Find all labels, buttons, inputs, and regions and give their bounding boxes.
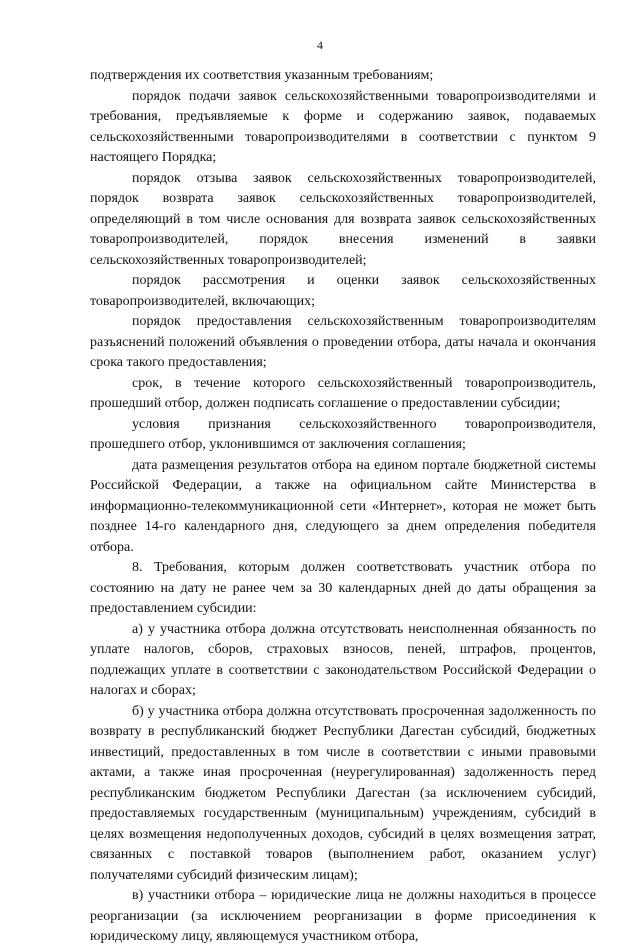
paragraph-clarifications: порядок предоставления сельскохозяйственным товаропроизводителям разъяснений положений объявления о проведении отбора, даты начала и окончания срока такого предоставления; — [90, 314, 596, 370]
paragraph-agreement-deadline: срок, в течение которого сельскохозяйственный товаропроизводитель, прошедший отбор, должен подписать соглашение о предоставлении субсидии; — [90, 375, 596, 411]
paragraph-results-publication: дата размещения результатов отбора на едином портале бюджетной системы Российской Федерации, а также на официальном сайте Министерства в информационно-телекоммуникационной сети «Интернет», которая не может быть позднее 14-го календарного дня, следующего за днем определения победителя отбора. — [90, 457, 596, 555]
document-body — [90, 66, 596, 948]
paragraph-item-a: а) у участника отбора должна отсутствовать неисполненная обязанность по уплате налогов, сборов, страховых взносов, пеней, штрафов, процентов, подлежащих уплате в соответствии с законодательством Российской Федерации о налогах и сборах; — [90, 621, 596, 698]
paragraph-continuation: подтверждения их соответствия указанным требованиям; — [90, 68, 434, 83]
paragraph-item-v: в) участники отбора – юридические лица не должны находиться в процессе реорганизации (за исключением реорганизации в форме присоединения к юридическому лицу, являющемуся участником отбора, — [90, 888, 596, 944]
paragraph-application-withdrawal: порядок отзыва заявок сельскохозяйственных товаропроизводителей, порядок возврата заявок сельскохозяйственных товаропроизводителей, определяющий в том числе основания для возврата заявок сельскохозяйственных товаропроизводителей, порядок внесения изменений в заявки сельскохозяйственных товаропроизводителей; — [90, 170, 596, 268]
paragraph-section-8: 8. Требования, которым должен соответствовать участник отбора по состоянию на дату не ранее чем за 30 календарных дней до даты обращения за предоставлением субсидии: — [90, 560, 596, 616]
paragraph-evasion-conditions: условия признания сельскохозяйственного товаропроизводителя, прошедшего отбор, уклонившимся от заключения соглашения; — [90, 416, 596, 452]
paragraph-application-submission: порядок подачи заявок сельскохозяйственными товаропроизводителями и требования, предъявляемые к форме и содержанию заявок, подаваемых сельскохозяйственными товаропроизводителями в соответствии с пунктом 9 настоящего Порядка; — [90, 88, 596, 165]
paragraph-application-review: порядок рассмотрения и оценки заявок сельскохозяйственных товаропроизводителей, включающих; — [90, 273, 596, 309]
paragraph-item-b: б) у участника отбора должна отсутствовать просроченная задолженность по возврату в республиканский бюджет Республики Дагестан субсидий, бюджетных инвестиций, предоставленных в том числе в соответствии с иными правовыми актами, а также иная просроченная (неурегулированная) задолженность перед республиканским бюджетом Республики Дагестан (за исключением субсидий, предоставляемых государственным (муниципальным) учреждениям, субсидий в целях возмещения недополученных доходов, субсидий в целях возмещения затрат, связанных с поставкой товаров (выполнением работ, оказанием услуг) получателями субсидий физическим лицам); — [90, 703, 596, 883]
page-number: 4 — [317, 38, 323, 52]
